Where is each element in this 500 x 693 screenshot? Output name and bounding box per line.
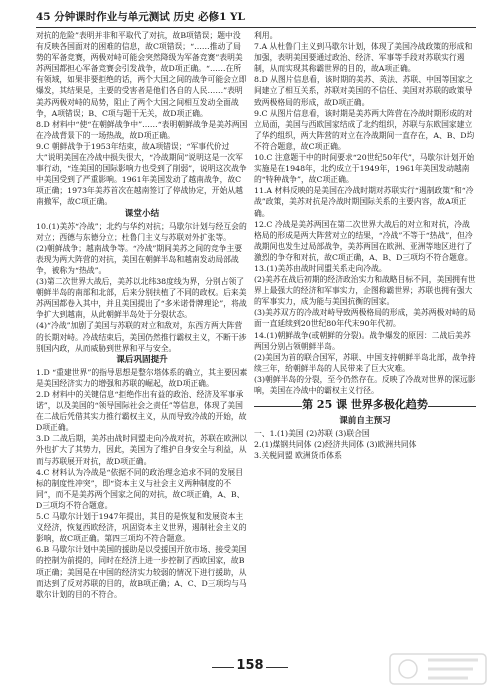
answer-9: 9.C 朝鲜战争于1953年结束，故A项错误；“军事代价过大”说明美国在冷战中损失很大，“冷战期间”说明这是一次军事行动，“连美国的国际影响力也受到了削弱”，说明这次战争中美国受到了严重影响。1961年美国发动了越南战争，故C项正确；1973年美苏首次在越南签订了停战协定，开始从越南撤军，故C项正确。 <box>36 141 247 207</box>
answer-10: 10.(1)美苏“冷战”；北约与华约对抗；马歇尔计划与经互会的对立；西德与东德分立；杜鲁门主义与苏联对外扩张等。 <box>36 221 247 242</box>
answer-14-part2: (2)美国为首的联合国军，苏联、中国支持朝鲜半岛北部，战争持续三年，给朝鲜半岛的人民带来了巨大灾难。 <box>254 352 476 373</box>
right-column <box>254 30 476 461</box>
header-title: 45 分钟课时作业与单元测试 历史 必修1 YL <box>36 11 245 23</box>
answer-3: 3.D 二战后期，美苏由战时同盟走向冷战对抗，苏联在欧洲以外也扩大了其势力，因此，美国为了维护自身安全与利益，从而与苏联展开对抗，故D项正确。 <box>36 434 248 466</box>
answer-14-part3: (3)朝鲜半岛的分裂，至今仍然存在。反映了冷战对世界的深远影响，美国在冷战中的霸权主义行径。 <box>254 374 476 395</box>
section-heading-preview: 课前自主预习 <box>339 416 391 427</box>
answer-8: 8.D 材料中“使“在朝鲜战争中”……“表明朝鲜战争是美苏两国在冷战背景下的一场热战，故D项正确。 <box>36 119 248 140</box>
answer-1: 1.D “重建世界”的指导思想是整尔塔体系的确立，其主要因素是美国经济实力的增强和苏联的崛起，故D项正确。 <box>36 367 248 388</box>
header-rule <box>36 27 476 28</box>
preview-answer-2: 2.(1)煤钢共同体 (2)经济共同体 (3)欧洲共同体 <box>254 440 417 450</box>
answer-5: 5.C 马歇尔计划于1947年提出，其目的是恢复和发展资本主义经济，恢复西欧经济，巩固资本主义世界，遏制社会主义的影响，故C项正确。第四三项均不符合题意。 <box>36 512 247 544</box>
answer-8: 8.D 从图片信息看，该时期的美苏、英法、苏联、中国等国家之间建立了相互关系，苏联对美国的不信任、美国对苏联的政策导致两极格局的形成，故D项正确。 <box>254 75 473 107</box>
footer-dash-left <box>212 667 234 668</box>
left-column <box>36 30 248 600</box>
lesson-title-rule-right <box>428 406 476 407</box>
answer-6: 6.B 马歇尔计划中美国的援助是以受援国开放市场、接受美国的控制为前提的，同时在经济上进一步控制了西欧国家，故B项正确；美国是在中国的经济实力较弱的情况下进行援助，从而达到了反对苏联的目的，故B项正确；A、C、D三项均与马歇尔计划的目的不符合。 <box>36 545 247 599</box>
section-heading-extension: 课后巩固提升 <box>116 354 168 365</box>
section-heading-summary: 课堂小结 <box>124 208 160 219</box>
lesson-title-rule-left <box>254 406 302 407</box>
answer-paragraph: 对抗的危险”表明并非和平取代了对抗，故B项错误；题中没有反映各国面对的困难的信息，故C项错误；“……推动了局势的军备竞赛，两极对峙可能会突然降级为军备竞赛”表明美苏两国都担心军备竞赛会引发战争，故D项正确。“……在所有领域，如果非要拒绝的话，两个大国之间的战争可能会立即爆发，其结果是，主要的受害者是他们各自的人民……”表明美苏两极对峙的局势，阻止了两个大国之间相互发动全面战争，A项错误；B、C项与题干无关，故D项正确。 <box>36 31 247 118</box>
footer-dash-right <box>266 667 288 668</box>
answer-continuation: 利用。 <box>254 31 278 40</box>
page-number: 158 <box>236 658 264 673</box>
answer-9: 9.C 从图片信息看，该时期是美苏两大阵营在冷战时期形成的对立局面，美国与西欧国家结成了北约组织，苏联与东欧国家建立了华约组织，两大阵营的对立在冷战期间一直存在，A、B、D均不符合题意，故C项正确。 <box>254 108 475 151</box>
answer-7: 7.A 从杜鲁门主义到马歇尔计划，体现了美国冷战政策的形成和加强，表明美国要通过政治、经济、军事等手段对苏联实行遏制，从而实现其称霸世界的目的，故A项正确。 <box>254 42 473 74</box>
preview-answer-3: 3.关税同盟 欧洲货币体系 <box>254 451 342 461</box>
answer-14: 14.(1)朝鲜战争(或朝鲜的分裂)。战争爆发的原因：二战后美苏两国分别占领朝鲜半岛。 <box>254 330 471 351</box>
answer-11: 11.A 材料反映的是美国在冷战时期对苏联实行“遏制政策”和“冷战”政策，美苏对抗是冷战时期国际关系的主要内容，故A项正确。 <box>254 186 474 218</box>
answer-13: 13.(1)美苏由战时同盟关系走向冷战。 <box>254 263 387 273</box>
answer-12: 12.C 冷战是美苏两国在第二次世界大战后的对立和对抗，冷战格局的形成是两大阵营对立的结果，“冷战”不等于“热战”，但冷战期间也发生过局部战争，美苏两国在欧洲、亚洲等地区进行了激烈的争夺和对抗，故C项正确，A、B、D三项均不符合题意。 <box>254 219 473 262</box>
page-header <box>36 8 476 24</box>
answer-13-part3: (3)美苏双方的冷战对峙导致两极格局的形成，美苏两极对峙的局面一直延续到20世纪80年代末90年代初。 <box>254 308 476 329</box>
lesson-title: 第 25 课 世界多极化趋势 <box>302 398 428 412</box>
watermark-stamp-image <box>388 650 488 690</box>
answer-10-part4: (4)“冷战”加剧了美国与苏联的对立和敌对，东西方两大阵营的长期对峙。冷战结束后，美国仍然推行霸权主义，不断干涉别国内政，从而威胁到世界和平与安全。 <box>36 321 247 353</box>
answer-10-part2: (2)朝鲜战争；越南战争等。“冷战”期间美苏之间的竞争主要表现为两大阵营的对抗，美国在朝鲜半岛和越南发动局部战争，被称为“热战”。 <box>36 243 243 275</box>
answer-10: 10.C 注意题干中的时间要求“20世纪50年代”，马歇尔计划开始实施是在1948年，北约成立于1949年，1961年美国发动越南的“特种战争”，故C项正确。 <box>254 153 475 185</box>
preview-answer-1: 一、1.(1)美国 (2)苏联 (3)联合国 <box>254 429 370 439</box>
answer-13-part2: (2)美苏在战后初期的经济政治实力和战略目标不同，美国拥有世界上最强大的经济和军事实力，企图称霸世界；苏联也拥有强大的军事实力，成为能与美国抗衡的国家。 <box>254 275 476 307</box>
answer-2: 2.D 材料中的关键信息“拒绝作出有益的政治、经济及军事承诺”，以及美国的“领导国际社会之责任”等信息，体现了美国在二战后凭借其实力推行霸权主义，从而导致冷战的开始，故D项正确。 <box>36 390 247 433</box>
lesson-title-bar <box>254 399 476 414</box>
answer-10-part3: (3)第二次世界大战后，美苏以北纬38度线为界，分别占领了朝鲜半岛的南部和北部，后来分别扶植了不同的政权。后来美苏两国都卷入其中，并且美国提出了“多米诺骨牌理论”，将战争扩大到越南，从此朝鲜半岛处于分裂状态。 <box>36 277 247 320</box>
answer-4: 4.C 材料认为冷战是“依据不同的政治理念追求不同的发展目标的制度性冲突”，即“资本主义与社会主义两种制度的不同”，而不是美苏两个国家之间的对抗，故C项正确，A、B、D三项均不符合题意。 <box>36 467 245 510</box>
